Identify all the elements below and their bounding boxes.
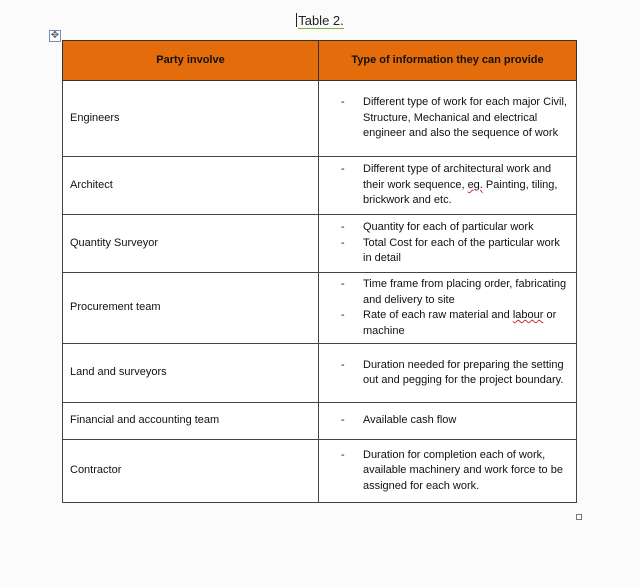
information-cell (319, 344, 577, 403)
table-row (63, 273, 577, 344)
spelling-mark: labour (512, 309, 544, 321)
table-row (63, 157, 577, 215)
information-cell (319, 403, 577, 440)
point-text: Total Cost for each of the particular work in detail (363, 236, 560, 265)
point-text: Different type of work for each major Civil, Structure, Mechanical and electrical engineer and also the sequence of work (363, 96, 567, 140)
table-row (63, 215, 577, 273)
point-text: Available cash flow (363, 414, 457, 427)
list-item (341, 277, 568, 308)
party-cell: Contractor (63, 440, 319, 503)
bullet-dash: - (341, 96, 345, 109)
list-item (341, 95, 568, 142)
information-list (341, 162, 568, 209)
list-item (341, 308, 568, 339)
bullet-dash: - (341, 414, 345, 427)
list-item (341, 448, 568, 495)
information-list (341, 448, 568, 495)
information-list (341, 413, 568, 429)
move-icon[interactable]: ✥ (50, 30, 60, 41)
point-text: Quantity for each of particular work (363, 221, 534, 234)
bullet-dash: - (341, 221, 345, 234)
table-row (63, 81, 577, 157)
resize-handle-icon[interactable] (576, 514, 582, 520)
information-list (341, 277, 568, 339)
list-item (341, 162, 568, 209)
spelling-mark: eg. (467, 178, 483, 191)
header-party: Party involve (63, 41, 319, 81)
information-cell (319, 273, 577, 344)
bullet-dash: - (341, 236, 345, 249)
bullet-dash: - (341, 278, 345, 290)
table-caption (0, 13, 640, 28)
bullet-dash: - (341, 448, 345, 461)
bullet-dash: - (341, 358, 345, 371)
table-row (63, 403, 577, 440)
bullet-dash: - (341, 309, 345, 321)
party-cell: Engineers (63, 81, 319, 157)
party-cell: Land and surveyors (63, 344, 319, 403)
information-cell (319, 157, 577, 215)
point-text: Different type of architectural work and their work sequence, eg. Painting, tiling, brickwork and etc. (363, 163, 558, 207)
info-table (62, 40, 577, 503)
information-list (341, 358, 568, 389)
information-cell (319, 215, 577, 273)
list-item (341, 220, 568, 236)
point-text: Duration needed for preparing the setting out and pegging for the project boundary. (363, 358, 564, 386)
information-list (341, 220, 568, 267)
party-cell: Quantity Surveyor (63, 215, 319, 273)
point-text: Duration for completion each of work, available machinery and work force to be assigned for each work. (363, 448, 563, 492)
caption-text: Table 2. (298, 13, 344, 28)
table-row (63, 344, 577, 403)
table-header-row (63, 41, 577, 81)
header-information: Type of information they can provide (319, 41, 577, 81)
information-cell (319, 81, 577, 157)
party-cell: Architect (63, 157, 319, 215)
party-cell: Financial and accounting team (63, 403, 319, 440)
list-item (341, 358, 568, 389)
point-text: Rate of each raw material and labour or machine (363, 309, 557, 337)
information-cell (319, 440, 577, 503)
table-row (63, 440, 577, 503)
party-cell: Procurement team (63, 273, 319, 344)
point-text: Time frame from placing order, fabricating and delivery to site (363, 278, 567, 306)
list-item (341, 413, 568, 429)
information-list (341, 95, 568, 142)
list-item (341, 236, 568, 267)
bullet-dash: - (341, 163, 345, 176)
